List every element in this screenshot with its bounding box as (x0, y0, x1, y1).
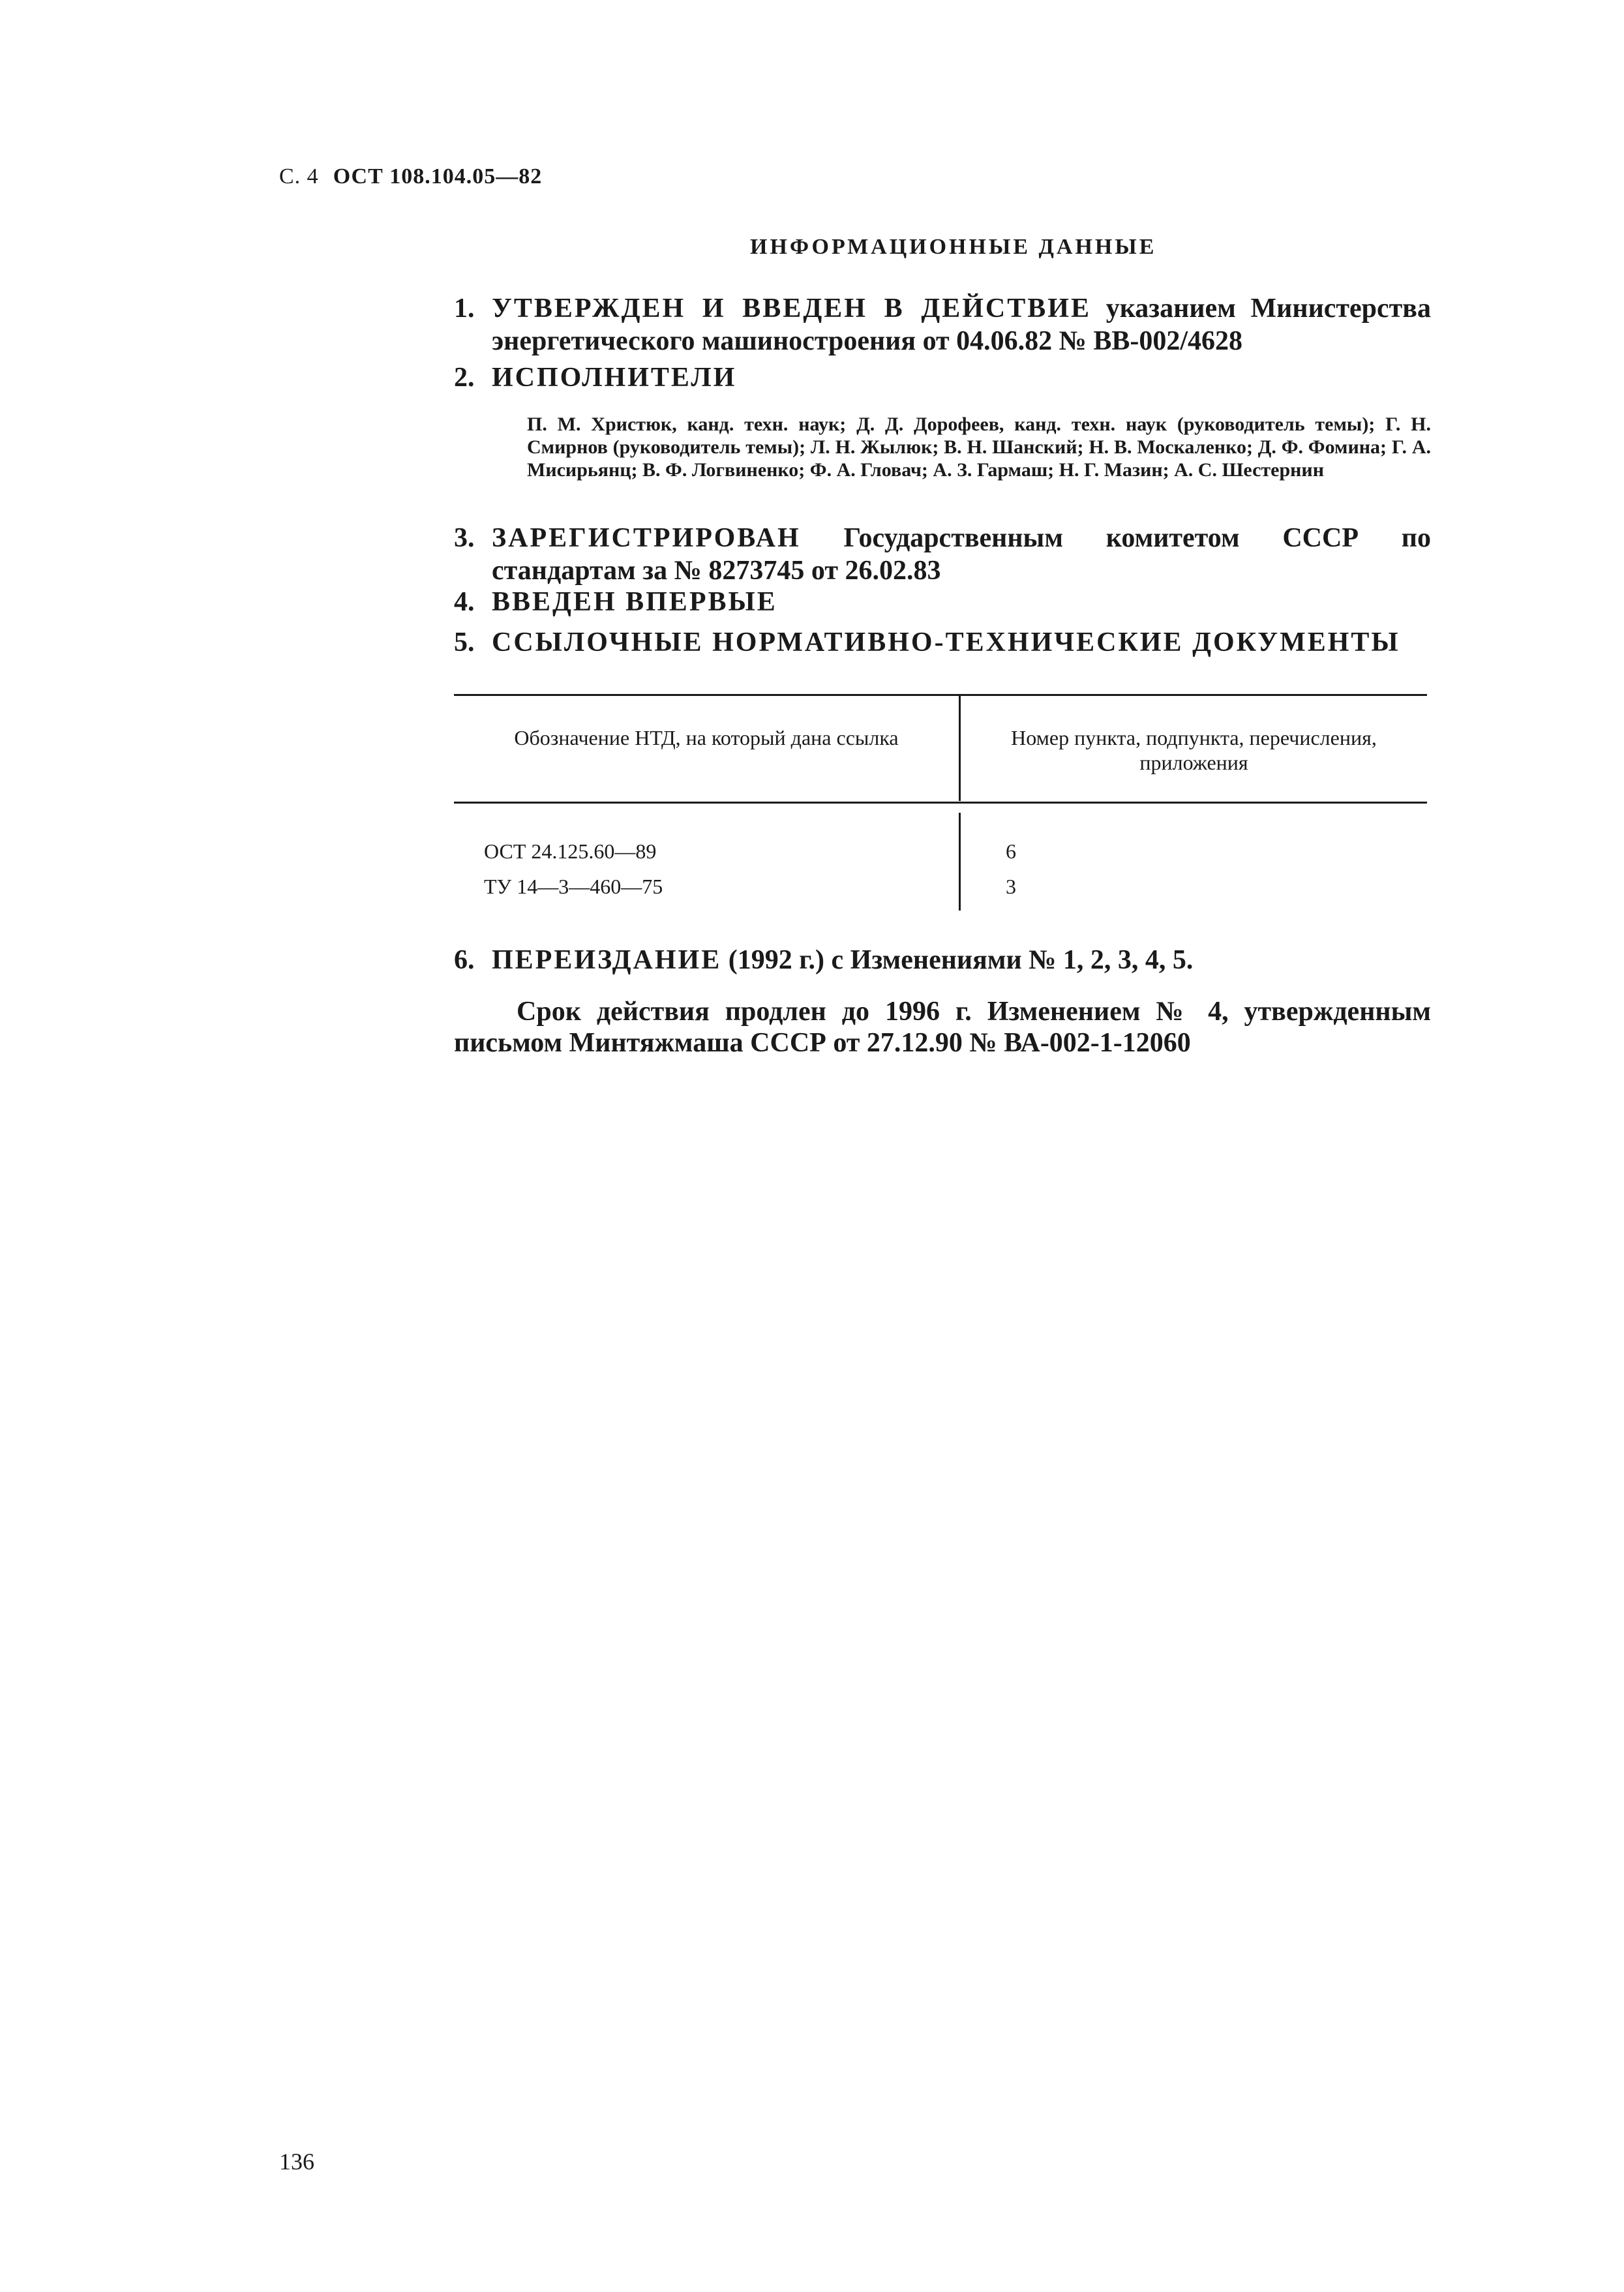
item-number: 2. (454, 363, 475, 393)
item-heading: ИСПОЛНИТЕЛИ (492, 363, 737, 393)
info-item-registered (454, 522, 1431, 587)
section-title: ИНФОРМАЦИОННЫЕ ДАННЫЕ (750, 235, 1157, 259)
item-number: 5. (454, 627, 475, 657)
info-item-executors (454, 361, 1431, 394)
item-number: 3. (454, 523, 475, 553)
page-number: 136 (279, 2149, 314, 2175)
info-item-reference-documents (454, 626, 1431, 659)
table-body-divider (959, 813, 961, 911)
table-cell-ntd: ОСТ 24.125.60—89 (484, 839, 657, 863)
item-number: 6. (454, 945, 475, 975)
table-cell-ntd: ТУ 14—3—460—75 (484, 875, 663, 898)
item-heading: ПЕРЕИЗДАНИЕ (492, 945, 722, 975)
standard-number: ОСТ 108.104.05—82 (333, 164, 543, 188)
info-item-first-introduced (454, 586, 1431, 618)
item-heading: ВВЕДЕН ВПЕРВЫЕ (492, 587, 777, 617)
authors-list: П. М. Христюк, канд. техн. наук; Д. Д. Дорофеев, канд. техн. наук (руководитель темы); Г. Н. Смирнов (руководитель темы); Л. Н. Жылюк; В. Н. Шанский; Н. В. Москаленко; Д. Ф. Фомина; Г. А. Мисирьянц; В. Ф. Логвиненко; Ф. А. Гловач; А. З. Гармаш; Н. Г. Мазин; А. С. Шестернин (527, 414, 1431, 481)
table-top-rule (454, 694, 1427, 696)
running-head (279, 164, 542, 189)
item-heading: ЗАРЕГИСТРИРОВАН (492, 523, 801, 553)
table-header-ref: Номер пункта, подпункта, перечисления, приложения (1011, 726, 1377, 774)
reference-documents-table (454, 694, 1427, 916)
page-label: С. 4 (279, 164, 319, 188)
validity-note: Срок действия продлен до 1996 г. Изменением № 4, утвержденным письмом Минтяжмаша СССР от 27.12.90 № ВА-002-1-12060 (454, 997, 1431, 1058)
table-cell-ref: 6 (1006, 839, 1016, 863)
item-heading: ССЫЛОЧНЫЕ НОРМАТИВНО-ТЕХНИЧЕСКИЕ ДОКУМЕНТЫ (492, 627, 1400, 657)
item-text: (1992 г.) с Изменениями № 1, 2, 3, 4, 5. (721, 945, 1194, 975)
table-cell-ref: 3 (1006, 875, 1016, 898)
item-text: указанием Министерства энергетического машиностроения от 04.06.82 № ВВ-002/4628 (492, 294, 1431, 356)
item-text: Государственным комитетом СССР по стандартам за № 8273745 от 26.02.83 (492, 523, 1431, 586)
table-header-ntd: Обозначение НТД, на который дана ссылка (514, 726, 899, 749)
item-number: 4. (454, 587, 475, 617)
info-item-reissue (454, 944, 1431, 976)
info-item-approved (454, 292, 1431, 357)
table-header-rule (454, 802, 1427, 804)
item-heading: УТВЕРЖДЕН И ВВЕДЕН В ДЕЙСТВИЕ (492, 294, 1091, 324)
item-number: 1. (454, 294, 475, 324)
